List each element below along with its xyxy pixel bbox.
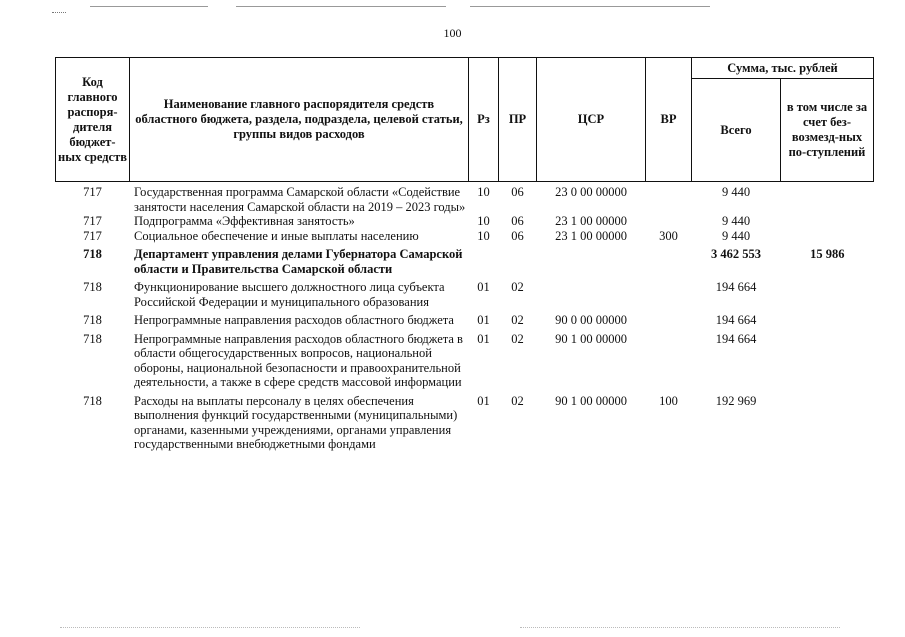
row-total: 194 664 [715,313,757,327]
header-pr: ПР [499,58,537,182]
header-sum: Сумма, тыс. рублей [692,58,874,79]
row-extra [781,276,874,309]
row-code: 718 [83,247,102,261]
budget-table [55,57,874,452]
header-name: Наименование главного распорядителя средств областного бюджета, раздела, подраздела, целевой статьи, группы видов расходов [130,58,469,182]
row-name: Непрограммные направления расходов областного бюджета в области общегосударственных вопросов, национальной обороны, национальной безопасности и правоохранительной деятельности, а также в сфере средств массовой информации [134,331,463,389]
row-code: 718 [83,393,102,408]
top-rule-left [90,6,208,7]
row-total: 192 969 [715,393,757,408]
row-extra [781,214,874,229]
row-total: 9 440 [721,228,751,243]
row-rz [469,243,499,276]
row-code: 717 [83,185,102,199]
row-rz: 01 [477,393,490,408]
row-name: Государственная программа Самарской области «Содействие занятости населения Самарской области на 2019 – 2023 годы» [134,185,466,214]
row-csr: 90 0 00 00000 [555,313,627,327]
table-body [56,182,874,452]
row-vr: 300 [659,228,678,243]
row-csr: 90 1 00 00000 [555,393,627,408]
row-total: 9 440 [721,214,751,228]
table-row [56,229,874,244]
row-extra [781,182,874,215]
header-csr: ЦСР [537,58,646,182]
row-pr: 06 [511,185,524,199]
row-code: 717 [83,228,102,243]
row-pr: 02 [511,331,524,346]
table-row [56,328,874,390]
row-extra [781,328,874,390]
table-row [56,309,874,328]
row-total: 3 462 553 [711,247,761,261]
scan-mark [52,12,66,15]
row-csr [537,243,646,276]
row-name: Функционирование высшего должностного лица субъекта Российской Федерации и муниципального образования [134,280,445,309]
row-total: 194 664 [715,331,757,346]
row-rz: 10 [477,185,490,199]
table-row [56,182,874,215]
row-name: Департамент управления делами Губернатора Самарской области и Правительства Самарской области [134,247,463,276]
row-total: 9 440 [721,185,751,199]
table-row [56,390,874,452]
row-extra [781,309,874,328]
row-extra [781,390,874,452]
header-vr: ВР [646,58,692,182]
table-row [56,214,874,229]
header-rz: Рз [469,58,499,182]
row-code: 717 [83,214,102,228]
header-extra: в том числе за счет без-возмезд-ных по-ступлений [781,79,874,182]
row-pr: 06 [511,228,524,243]
row-csr: 23 1 00 00000 [555,228,627,243]
row-vr [646,214,692,229]
row-total: 194 664 [715,280,757,294]
header-code: Код главного распоря-дителя бюджет-ных средств [56,58,130,182]
top-rule-right [470,6,710,7]
row-csr: 23 0 00 00000 [555,185,627,199]
row-pr [499,243,537,276]
row-csr: 23 1 00 00000 [555,214,627,228]
top-rule-middle [236,6,446,7]
row-name: Непрограммные направления расходов областного бюджета [134,313,454,327]
page-number: 100 [443,26,462,40]
row-vr [646,182,692,215]
row-rz: 01 [477,280,490,294]
bottom-rule-left [60,627,360,628]
row-extra [781,229,874,244]
row-vr [646,328,692,390]
row-pr: 02 [511,393,524,408]
row-name: Подпрограмма «Эффективная занятость» [134,214,355,228]
row-vr: 100 [659,393,678,408]
table-row [56,276,874,309]
row-rz: 01 [477,331,490,346]
row-pr: 02 [511,280,524,294]
row-vr [646,243,692,276]
bottom-rule-right [520,627,840,628]
row-name: Социальное обеспечение и иные выплаты населению [134,228,419,243]
row-csr: 90 1 00 00000 [555,331,627,346]
row-vr [646,309,692,328]
row-pr: 06 [511,214,524,228]
row-extra: 15 986 [810,247,845,261]
row-rz: 10 [477,214,490,228]
row-csr [537,276,646,309]
row-vr [646,276,692,309]
header-total: Всего [692,79,781,182]
row-name: Расходы на выплаты персоналу в целях обеспечения выполнения функций государственными (муниципальными) органами, казенными учреждениями, органами управления государственными внебюджетными фондами [134,393,458,451]
row-code: 718 [83,280,102,294]
row-code: 718 [83,313,102,327]
row-pr: 02 [511,313,524,327]
table-row [56,243,874,276]
row-rz: 01 [477,313,490,327]
row-code: 718 [83,331,102,346]
row-rz: 10 [477,228,490,243]
